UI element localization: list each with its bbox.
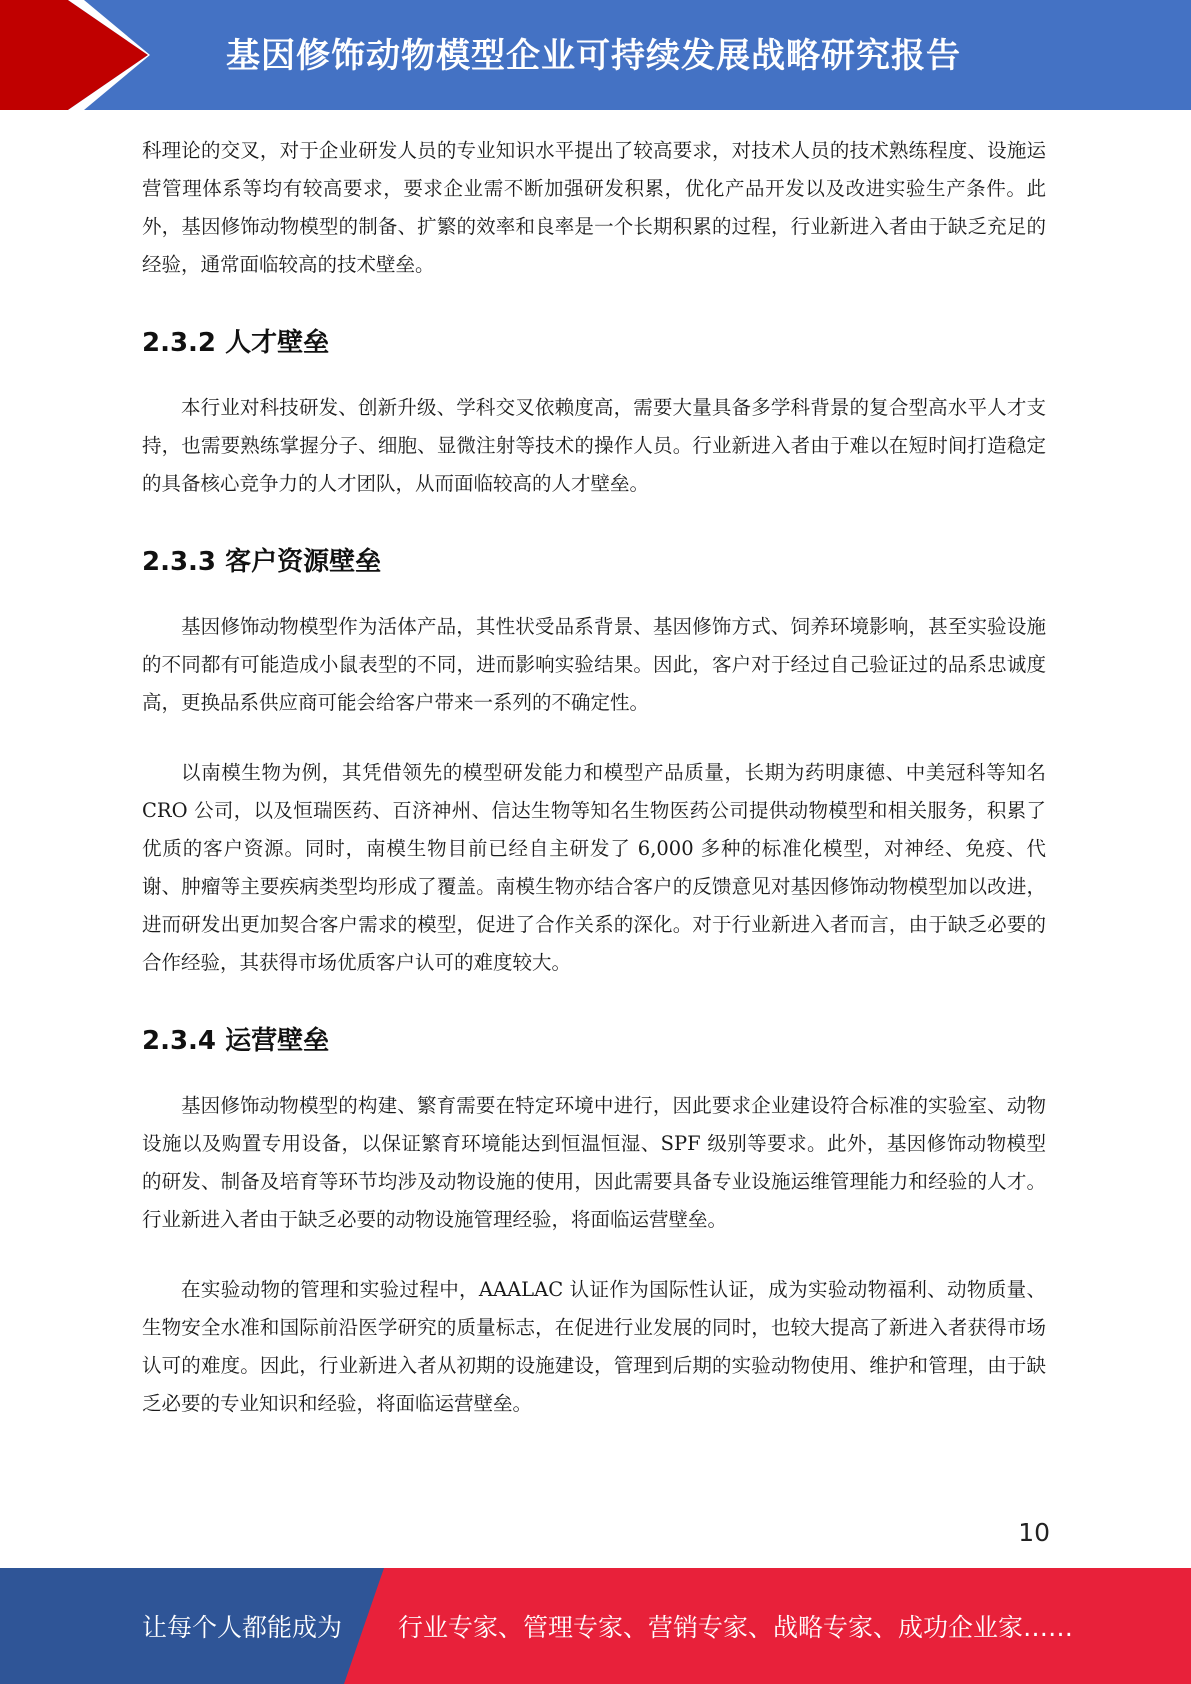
- footer-slogan-left: 让每个人都能成为: [142, 1613, 343, 1642]
- section-heading-2-3-4: 2.3.4 运营壁垒: [142, 1026, 330, 1056]
- section-heading-2-3-3: 2.3.3 客户资源壁垒: [142, 547, 382, 577]
- report-title: 基因修饰动物模型企业可持续发展战略研究报告: [226, 36, 961, 76]
- page-content: [142, 132, 1046, 1423]
- footer-slogan-right: 行业专家、管理专家、营销专家、战略专家、成功企业家……: [398, 1613, 1074, 1642]
- page-footer: [0, 1568, 1191, 1684]
- page-header: [0, 0, 1191, 110]
- paragraph-customer-barrier-1: 基因修饰动物模型作为活体产品，其性状受品系背景、基因修饰方式、饲养环境影响，甚至实验设施的不同都有可能造成小鼠表型的不同，进而影响实验结果。因此，客户对于经过自己验证过的品系忠诚度高，更换品系供应商可能会给客户带来一系列的不确定性。: [142, 615, 1046, 714]
- paragraph-operation-barrier-2: 在实验动物的管理和实验过程中，AAALAC 认证作为国际性认证，成为实验动物福利、动物质量、生物安全水准和国际前沿医学研究的质量标志，在促进行业发展的同时，也较大提高了新进入者获得市场认可的难度。因此，行业新进入者从初期的设施建设，管理到后期的实验动物使用、维护和管理，由于缺乏必要的专业知识和经验，将面临运营壁垒。: [142, 1278, 1046, 1415]
- paragraph-intro: 科理论的交叉，对于企业研发人员的专业知识水平提出了较高要求，对技术人员的技术熟练程度、设施运营管理体系等均有较高要求，要求企业需不断加强研发积累，优化产品开发以及改进实验生产条件。此外，基因修饰动物模型的制备、扩繁的效率和良率是一个长期积累的过程，行业新进入者由于缺乏充足的经验，通常面临较高的技术壁垒。: [142, 139, 1046, 276]
- section-heading-2-3-2: 2.3.2 人才壁垒: [142, 328, 330, 358]
- paragraph-talent-barrier: 本行业对科技研发、创新升级、学科交叉依赖度高，需要大量具备多学科背景的复合型高水平人才支持，也需要熟练掌握分子、细胞、显微注射等技术的操作人员。行业新进入者由于难以在短时间打造稳定的具备核心竞争力的人才团队，从而面临较高的人才壁垒。: [142, 396, 1046, 495]
- paragraph-customer-barrier-2: 以南模生物为例，其凭借领先的模型研发能力和模型产品质量，长期为药明康德、中美冠科等知名 CRO 公司，以及恒瑞医药、百济神州、信达生物等知名生物医药公司提供动物模型和相关服务，积累了优质的客户资源。同时，南模生物目前已经自主研发了 6,000 多种的标准化模型，对神经、免疫、代谢、肿瘤等主要疾病类型均形成了覆盖。南模生物亦结合客户的反馈意见对基因修饰动物模型加以改进，进而研发出更加契合客户需求的模型，促进了合作关系的深化。对于行业新进入者而言，由于缺乏必要的合作经验，其获得市场优质客户认可的难度较大。: [142, 761, 1046, 974]
- page-number: 10: [1018, 1518, 1050, 1547]
- paragraph-operation-barrier-1: 基因修饰动物模型的构建、繁育需要在特定环境中进行，因此要求企业建设符合标准的实验室、动物设施以及购置专用设备，以保证繁育环境能达到恒温恒湿、SPF 级别等要求。此外，基因修饰动物模型的研发、制备及培育等环节均涉及动物设施的使用，因此需要具备专业设施运维管理能力和经验的人才。行业新进入者由于缺乏必要的动物设施管理经验，将面临运营壁垒。: [142, 1094, 1046, 1231]
